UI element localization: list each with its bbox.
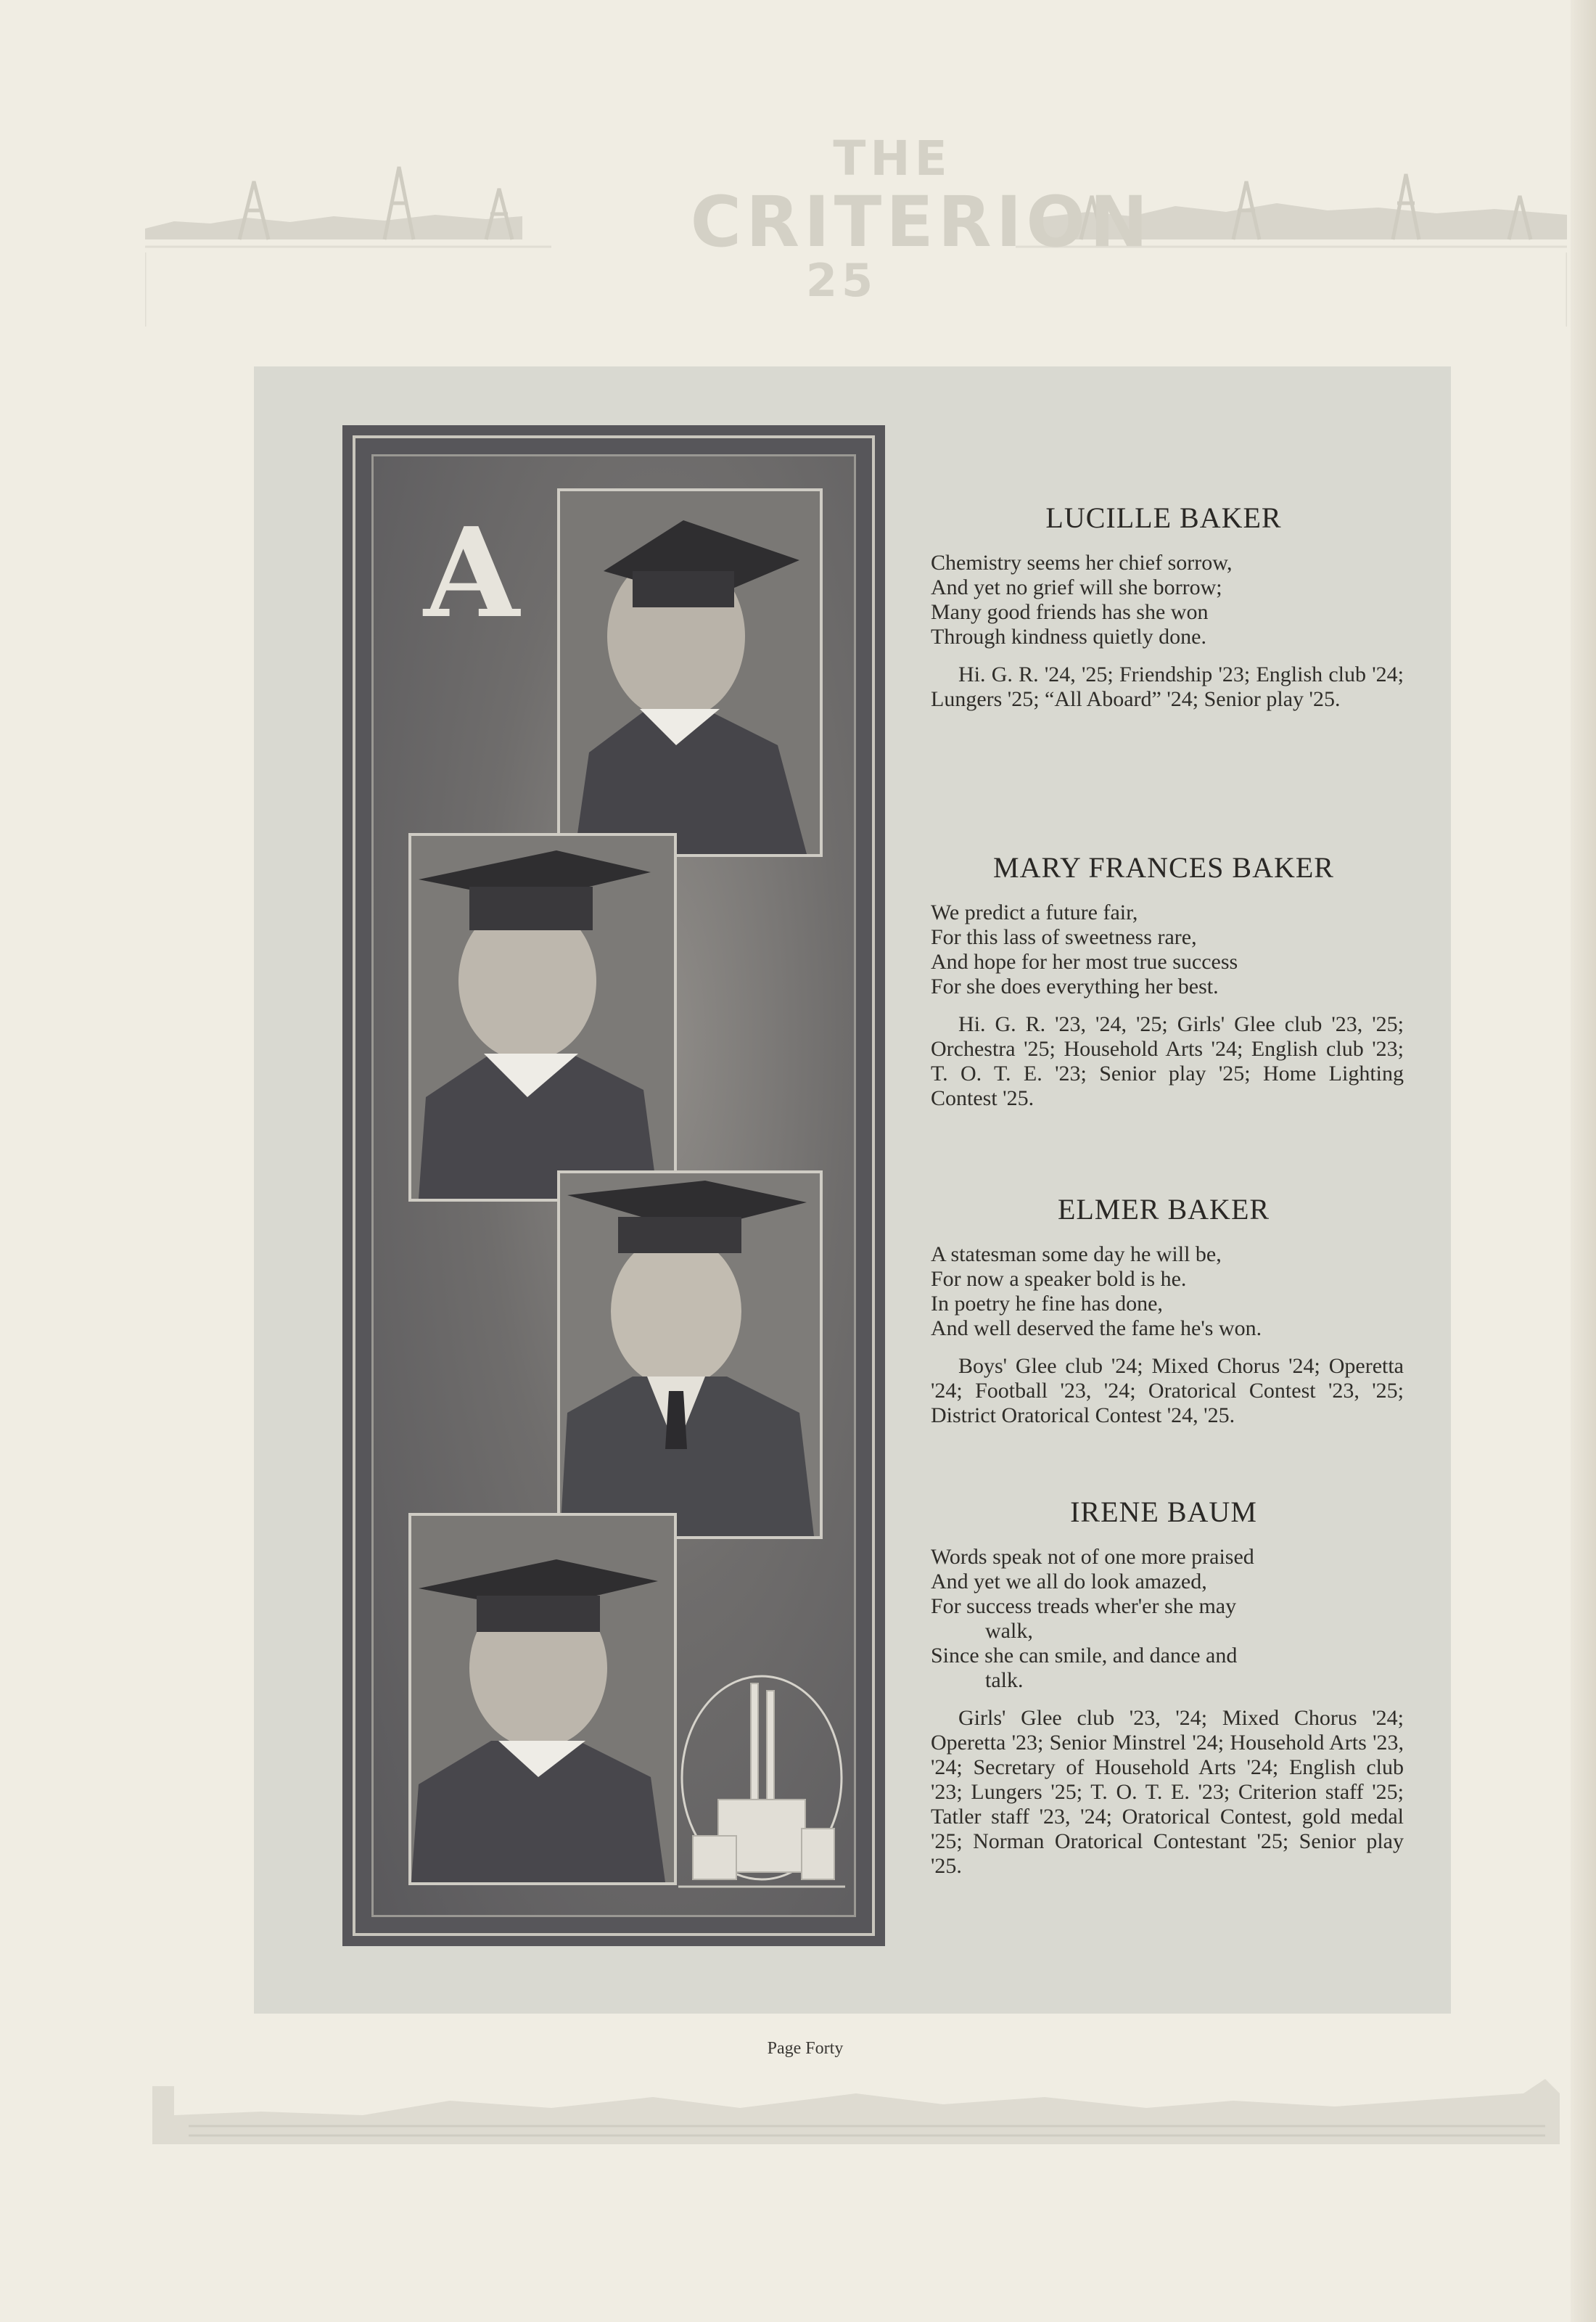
student-verse [931,901,1404,999]
verse-line: And well deserved the fame he's won. [931,1316,1262,1340]
header-year: 25 [805,254,878,307]
student-activities: Girls' Glee club '23, '24; Mixed Chorus '24; Operetta '23; Senior Minstrel '24; Household Arts '23, '24; Secretary of Household Arts '24; English club '23; Lungers '25; T. O. T. E. '23; Criterion staff '25; Tatler staff '23, '24; Oratorical Contest, gold medal '25; Norman Oratorical Contestant '25; Senior play '25. [931,1706,1404,1878]
student-activities: Hi. G. R. '24, '25; Friendship '23; English club '24; Lungers '25; “All Aboard” '24; Senior play '25. [931,662,1404,711]
yearbook-header [145,131,1567,327]
verse-line: For this lass of sweetness rare, [931,925,1197,949]
student-activities: Boys' Glee club '24; Mixed Chorus '24; Operetta '24; Football '23, '24; Oratorical Contest '23, '25; District Oratorical Contest '24, '25. [931,1354,1404,1427]
student-verse [931,551,1404,649]
student-name: ELMER BAKER [1057,1193,1270,1226]
student-name: IRENE BAUM [1070,1496,1257,1528]
verse-line: For success treads wher'er she may [931,1594,1237,1618]
portrait-lucille-baker [557,488,823,857]
portrait-irene-baum [408,1513,677,1885]
student-entry [931,501,1404,712]
verse-line: For now a speaker bold is he. [931,1267,1187,1291]
factory-vignette-illustration [678,1669,845,1901]
verse-line: Words speak not of one more praised [931,1545,1254,1569]
student-entry [931,1495,1404,1879]
page-number: Page Forty [767,2039,844,2058]
portrait-mary-frances-baker [408,833,677,1202]
verse-line: Through kindness quietly done. [931,625,1206,649]
student-verse [931,1545,1404,1693]
student-entry [931,850,1404,1111]
student-activities: Hi. G. R. '23, '24, '25; Girls' Glee club '23, '25; Orchestra '25; Household Arts '24; English club '23; T. O. T. E. '23; Senior play '25; Home Lighting Contest '25. [931,1012,1404,1110]
student-entry [931,1192,1404,1428]
verse-line: And hope for her most true success [931,950,1238,974]
page-edge [1571,0,1596,2322]
verse-line: In poetry he fine has done, [931,1292,1163,1316]
verse-line: A statesman some day he will be, [931,1242,1222,1266]
student-name: MARY FRANCES BAKER [993,851,1334,884]
verse-line: Chemistry seems her chief sorrow, [931,551,1233,575]
verse-line: walk, [985,1619,1033,1643]
verse-line: Since she can smile, and dance and [931,1644,1238,1667]
verse-line: For she does everything her best. [931,975,1219,998]
header-title-criterion: CRITERION [690,181,1153,263]
student-name: LUCILLE BAKER [1045,501,1282,534]
header-title-the: THE [833,131,952,186]
verse-line: And yet we all do look amazed, [931,1570,1207,1593]
verse-line: Many good friends has she won [931,600,1209,624]
portrait-elmer-baker [557,1170,823,1539]
city-skyline-footer-illustration [145,2072,1567,2151]
decorative-initial: A [424,501,519,646]
verse-line: And yet no grief will she borrow; [931,575,1222,599]
verse-line: We predict a future fair, [931,901,1138,924]
student-verse [931,1242,1404,1341]
verse-line: talk. [985,1668,1024,1692]
